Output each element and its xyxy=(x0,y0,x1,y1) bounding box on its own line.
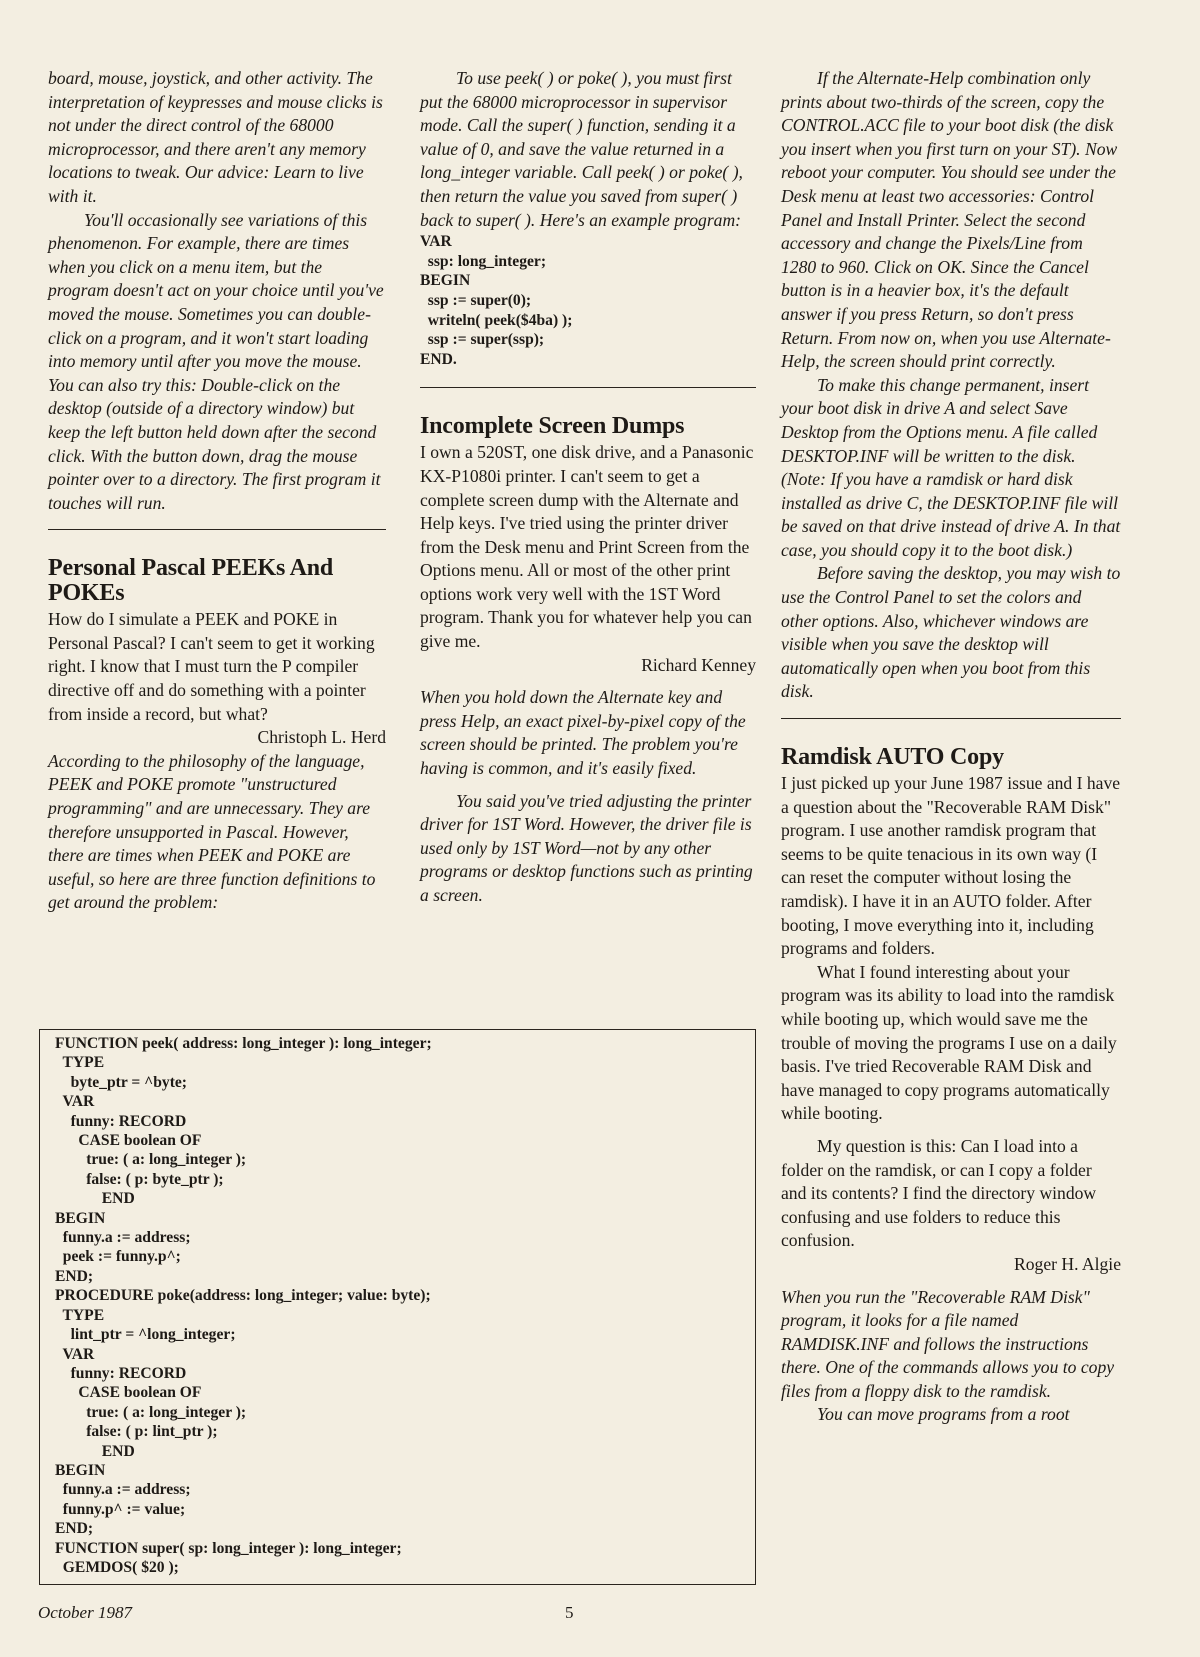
reader-question: I just picked up your June 1987 issue and I have a question about the "Recoverable RAM Disk" program. I use another ramdisk program that seems to be quite tenacious in its own way (I can reset the computer without losing the ramdisk). I have it in an AUTO folder. After booting, I move everything into it, including programs and folders. xyxy=(781,773,1121,959)
section-heading: Incomplete Screen Dumps xyxy=(420,413,685,440)
editor-answer: You said you've tried adjusting the printer driver for 1ST Word. However, the driver file is used only by 1ST Word—not by any other programs or desktop functions such as printing a screen. xyxy=(420,790,753,905)
body-paragraph: Before saving the desktop, you may wish to use the Control Panel to set the colors and other options. Also, whichever windows are visible when you save the desktop will automatically open when you boot from this disk. xyxy=(781,563,1121,702)
section-divider xyxy=(420,387,756,388)
editor-answer: According to the philosophy of the language, PEEK and POKE promote "unstructured programming" and are unnecessary. They are therefore unsupported in Pascal. However, there are times when PEEK and POKE are useful, so here are three function definitions to get around the problem: xyxy=(48,750,376,913)
reader-signature: Richard Kenney xyxy=(641,654,756,675)
reader-question: I own a 520ST, one disk drive, and a Panasonic KX-P1080i printer. I can't seem to get a complete screen dump with the Alternate and Help keys. I've tried using the printer driver from the Desk menu and Print Screen from the Options menu. All or most of the other print options work very well with the 1ST Word program. Thank you for whatever help you can give me. xyxy=(420,442,754,652)
column-middle xyxy=(420,67,756,908)
reader-question: How do I simulate a PEEK and POKE in Personal Pascal? I can't seem to get it working right. I know that I must turn the P compiler directive off and do something with a pointer from inside a record, but what? xyxy=(48,609,375,724)
reader-question: My question is this: Can I load into a folder on the ramdisk, or can I copy a folder and its contents? I find the directory window confusing and use folders to reduce this confusion. xyxy=(781,1135,1097,1251)
reader-question: What I found interesting about your program was its ability to load into the ramdisk while booting up, which would save me the trouble of moving the programs I use on a daily basis. I've tried Recoverable RAM Disk and have managed to copy programs automatically while booting. xyxy=(781,961,1117,1124)
body-paragraph: To use peek( ) or poke( ), you must first put the 68000 microprocessor in supervisor mode. Call the super( ) function, sending it a value of 0, and save the value returned in a long_integer variable. Call peek( ) or poke( ), then return the value you saved from super( ) back to super( ). Here's an example program: xyxy=(420,68,743,230)
section-divider xyxy=(48,529,386,530)
code-snippet: VAR ssp: long_integer; BEGIN ssp := super(0); writeln( peek($4ba) ); ssp := super(ssp); END. xyxy=(420,233,573,368)
body-paragraph: If the Alternate-Help combination only prints about two-thirds of the screen, copy the CONTROL.ACC file to your boot disk (the disk you insert when you first turn on your ST). Now reboot your computer. You should see under the Desk menu at least two accessories: Control Panel and Install Printer. Select the second accessory and change the Pixels/Line from 1280 to 960. Click on OK. Since the Cancel button is in a heavier box, it's the default answer if you press Return, so don't press Return. From now on, when you use Alternate-Help, the screen should print correctly. xyxy=(781,68,1118,372)
body-paragraph: To make this change permanent, insert your boot disk in drive A and select Save Desktop from the Options menu. A file called DESKTOP.INF will be written to the disk. (Note: If you have a ramdisk or hard disk installed as drive C, the DESKTOP.INF file will be saved on that drive instead of drive A. In that case, you should copy it to the boot disk.) xyxy=(781,374,1121,560)
reader-signature: Roger H. Algie xyxy=(1013,1253,1121,1274)
section-divider xyxy=(781,718,1121,719)
footer-date: October 1987 xyxy=(38,1603,132,1622)
body-paragraph: You'll occasionally see variations of this phenomenon. For example, there are times when you click on a menu item, but the program doesn't act on your choice until you've moved the mouse. Sometimes you can double-click on a program, and it won't start loading into memory until after you move the mouse. You can also try this: Double-click on the desktop (outside of a directory window) but keep the left button held down after the second click. With the button down, drag the mouse pointer over to a directory. The first program it touches will run. xyxy=(48,209,384,513)
code-listing-box xyxy=(39,1029,756,1585)
code-listing: FUNCTION peek( address: long_integer ): long_integer; TYPE byte_ptr = ^byte; VAR funny: RECORD CASE boolean OF true: ( a: long_integer ); false: ( p: byte_ptr ); END BEGIN funny.a := address; peek := funny.p^; END; PROCEDURE poke(address: long_integer; value: byte); TYPE lint_ptr = ^long_integer; VAR funny: RECORD CASE boolean OF true: ( a: long_integer ); false: ( p: lint_ptr ); END BEGIN funny.a := address; funny.p^ := value; END; FUNCTION super( sp: long_integer ): long_integer; GEMDOS( $20 ); xyxy=(55,1035,432,1576)
page-number: 5 xyxy=(565,1603,574,1622)
column-right xyxy=(781,67,1121,1427)
section-heading: Personal Pascal PEEKs And POKEs xyxy=(48,555,334,607)
editor-answer: You can move programs from a root xyxy=(817,1404,1070,1425)
section-heading: Ramdisk AUTO Copy xyxy=(781,744,1004,771)
editor-answer: When you hold down the Alternate key and press Help, an exact pixel-by-pixel copy of the screen should be printed. The problem you're having is common, and it's easily fixed. xyxy=(420,687,746,779)
intro-paragraph: board, mouse, joystick, and other activity. The interpretation of keypresses and mouse clicks is not under the direct control of the 68000 microprocessor, and there aren't any memory locations to tweak. Our advice: Learn to live with it. xyxy=(48,68,383,206)
column-left xyxy=(48,67,386,915)
reader-signature: Christoph L. Herd xyxy=(257,727,386,748)
editor-answer: When you run the "Recoverable RAM Disk" program, it looks for a file named RAMDISK.INF and follows the instructions there. One of the commands allows you to copy files from a floppy disk to the ramdisk. xyxy=(781,1286,1115,1401)
